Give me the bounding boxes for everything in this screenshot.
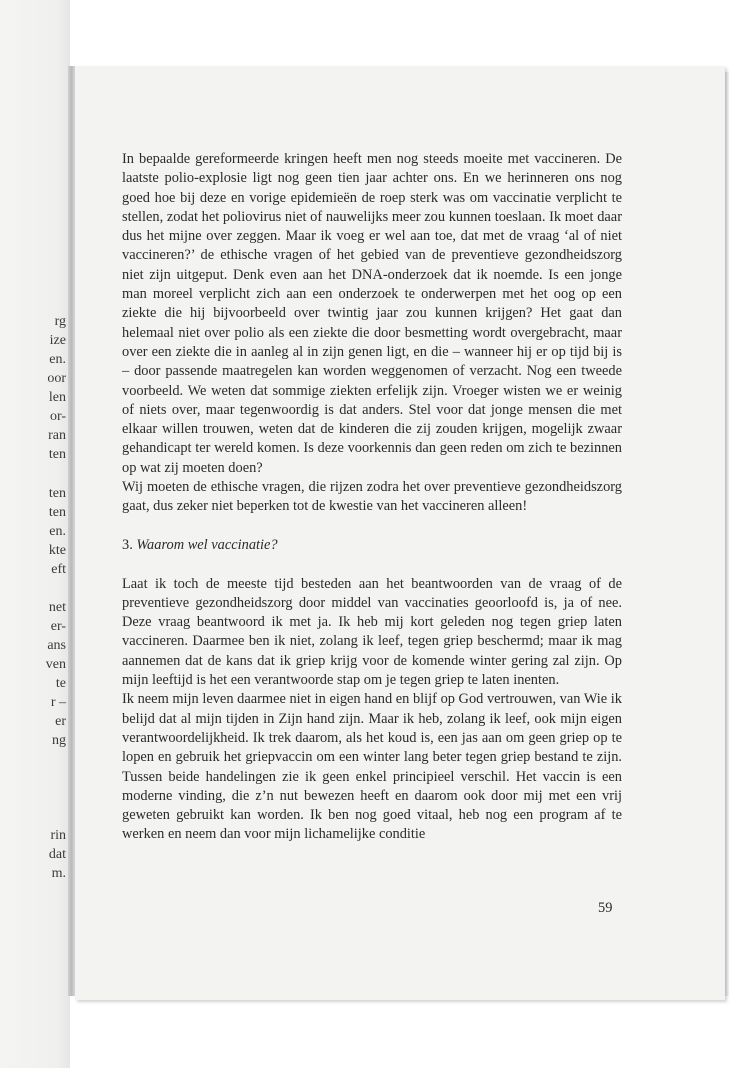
left-fragment: eft bbox=[51, 562, 66, 577]
left-fragment: ize bbox=[49, 333, 66, 348]
paragraph: Ik neem mijn leven daarmee niet in eigen hand en blijf op God vertrouwen, van Wie ik belijd dat al mijn tijden in Zijn hand zijn. Maar ik heb, zolang ik leef, ook mijn eigen verantwoordelijkheid. Ik trek daarom, als het koud is, een jas aan om geen griep op te lopen en gebruik het griepvaccin om een winter lang beter tegen griep bestand te zijn. Tussen beide handelingen zie ik geen enkel principieel verschil. Het vaccin is een moderne vinding, die z’n nut bewezen heeft en daarom ook door mij met een vrij geweten gebruikt kan worden. Ik ben nog goed vitaal, heb nog een program af te werken en neem dan voor mijn lichamelijke conditie bbox=[122, 691, 622, 843]
section-title: Waarom wel vaccinatie? bbox=[136, 536, 278, 553]
left-fragment: len bbox=[48, 390, 66, 405]
section-heading bbox=[122, 536, 622, 555]
book-page bbox=[75, 66, 725, 1000]
book-gutter bbox=[68, 66, 75, 996]
left-fragment: te bbox=[55, 676, 66, 691]
left-fragment: oor bbox=[47, 371, 66, 386]
left-fragment: net bbox=[48, 600, 66, 615]
left-fragment: m. bbox=[51, 866, 66, 881]
left-page-edge bbox=[0, 0, 70, 1068]
left-fragment: en. bbox=[49, 352, 66, 367]
left-fragment: er- bbox=[50, 619, 66, 634]
left-fragment: r – bbox=[50, 695, 66, 710]
paragraph: In bepaalde gereformeerde kringen heeft men nog steeds moeite met vaccineren. De laatste polio-explosie ligt nog geen tien jaar achter ons. En we herinneren ons nog goed hoe bij deze en vorige epidemieën de roep sterk was om vaccinatie verplicht te stellen, zodat het poliovirus niet of nauwelijks meer zou kunnen toeslaan. Ik moet daar dus het mijne over zeggen. Maar ik voeg er wel aan toe, dat met de vraag ‘al of niet vaccineren?’ de ethische vragen of het gebied van de preventieve gezondheidszorg niet zijn uitgeput. Denk even aan het DNA-onderzoek dat ik noemde. Is een jonge man moreel verplicht zich aan een onderzoek te onderwerpen met het oog op een ziekte die hij bijvoorbeeld over twintig jaar zou kunnen krijgen? Het gaat dan helemaal niet over polio als een ziekte die door besmetting wordt overgebracht, maar over een ziekte die in aanleg al in zijn genen ligt, en die – wanneer hij er op tijd bij is – door passende maatregelen kan worden weggenomen of verzacht. Nog een tweede voorbeeld. We weten dat sommige ziekten erfelijk zijn. Vroeger wisten we er weinig of niets over, maar tegenwoordig is dat anders. Stel voor dat jonge mensen die met elkaar willen trouwen, weten dat de kinderen die zij zouden krijgen, mogelijk zwaar gehandicapt ter wereld komen. Is deze voorkennis dan geen reden om zich te bezinnen op wat zij moeten doen? bbox=[122, 151, 622, 476]
left-fragment: dat bbox=[48, 847, 66, 862]
section-number: 3. bbox=[122, 536, 137, 553]
left-fragment: ven bbox=[45, 657, 66, 672]
left-fragment: ten bbox=[48, 447, 66, 462]
page-number: 59 bbox=[598, 900, 613, 916]
spacer bbox=[122, 517, 622, 536]
spacer bbox=[122, 555, 622, 574]
left-fragment: kte bbox=[48, 543, 66, 558]
page-text bbox=[122, 150, 622, 845]
left-fragment: ten bbox=[48, 486, 66, 501]
left-fragment: ran bbox=[48, 428, 66, 443]
left-fragment: ng bbox=[52, 733, 66, 748]
left-fragment: rg bbox=[54, 314, 66, 329]
left-fragment: or- bbox=[49, 409, 66, 424]
left-fragment: rin bbox=[50, 828, 66, 843]
paragraph: Wij moeten de ethische vragen, die rijzen zodra het over preventieve gezondheidszorg gaat, dus zeker niet beperken tot de kwestie van het vaccineren alleen! bbox=[122, 479, 622, 515]
left-fragment: er bbox=[55, 714, 66, 729]
paragraph: Laat ik toch de meeste tijd besteden aan het beantwoorden van de vraag of de preventieve gezondheidszorg door middel van vaccinaties geoorloofd is, ja of nee. Deze vraag beantwoord ik met ja. Ik heb mij kort geleden nog tegen griep laten vaccineren. Daarmee ben ik niet, zolang ik leef, tegen griep beschermd; maar ik mag aannemen dat de kans dat ik griep krijg voor de komende winter gering zal zijn. Op mijn leeftijd is het een verantwoorde stap om je tegen griep te laten inenten. bbox=[122, 575, 622, 689]
left-fragment: ans bbox=[47, 638, 66, 653]
left-fragment: ten bbox=[48, 505, 66, 520]
left-fragment: en. bbox=[49, 524, 66, 539]
